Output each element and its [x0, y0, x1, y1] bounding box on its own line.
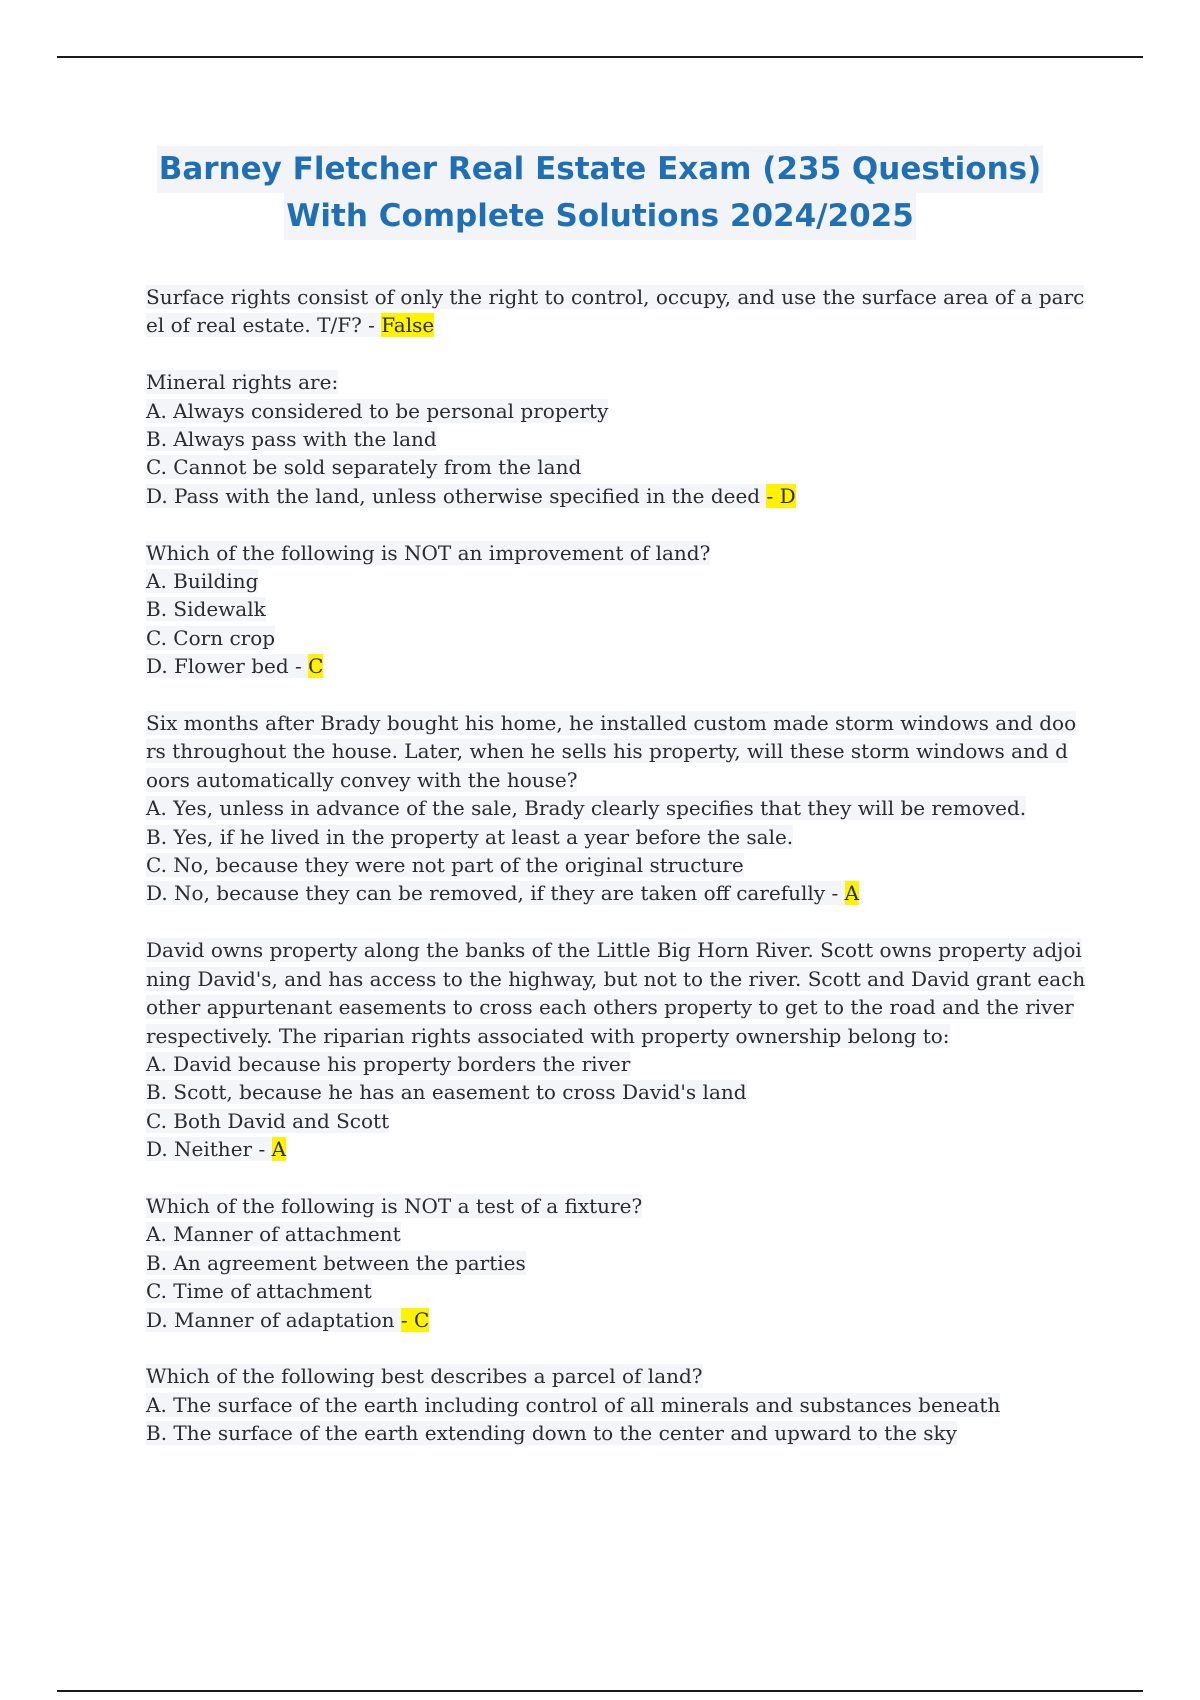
answer-highlight: A [844, 881, 860, 906]
question-line [146, 965, 1086, 993]
title-line-2: With Complete Solutions 2024/2025 [284, 193, 916, 240]
line-text: B. An agreement between the parties [146, 1250, 526, 1275]
line-text: C. No, because they were not part of the original structure [146, 853, 744, 878]
line-text: D. Flower bed - [146, 654, 309, 679]
line-text: el of real estate. T/F? - [146, 313, 382, 338]
line-text: Which of the following best describes a parcel of land? [146, 1364, 703, 1389]
question-line [146, 737, 1086, 765]
question-line [146, 397, 1086, 425]
answer-highlight: - C [400, 1307, 430, 1332]
question-line [146, 1135, 1086, 1163]
line-text: C. Both David and Scott [146, 1108, 390, 1133]
line-text: ning David's, and has access to the highway, but not to the river. Scott and David grant each [146, 966, 1086, 991]
line-text: respectively. The riparian rights associated with property ownership belong to: [146, 1023, 950, 1048]
line-text: David owns property along the banks of the Little Big Horn River. Scott owns property adjoi [146, 938, 1082, 963]
question-block [146, 539, 1086, 681]
line-text: A. Manner of attachment [146, 1222, 401, 1247]
line-text: D. Manner of adaptation [146, 1307, 401, 1332]
question-line [146, 879, 1086, 907]
question-line [146, 1419, 1086, 1447]
line-text: A. The surface of the earth including control of all minerals and substances beneath [146, 1392, 1001, 1417]
line-text: C. Cannot be sold separately from the land [146, 455, 582, 480]
line-text: B. Yes, if he lived in the property at least a year before the sale. [146, 824, 794, 849]
question-line [146, 624, 1086, 652]
question-line [146, 1391, 1086, 1419]
line-text: Which of the following is NOT an improvement of land? [146, 540, 711, 565]
line-text: C. Corn crop [146, 625, 276, 650]
question-list [146, 283, 1086, 1476]
question-line [146, 425, 1086, 453]
line-text: A. Yes, unless in advance of the sale, Brady clearly specifies that they will be removed. [146, 796, 1027, 821]
question-line [146, 453, 1086, 481]
line-text: D. Neither - [146, 1137, 272, 1162]
line-text: A. Building [146, 569, 259, 594]
question-line [146, 1277, 1086, 1305]
question-line [146, 1249, 1086, 1277]
question-block [146, 709, 1086, 908]
question-line [146, 1022, 1086, 1050]
question-line [146, 993, 1086, 1021]
question-text-line [146, 539, 1086, 567]
question-line [146, 567, 1086, 595]
question-line [146, 851, 1086, 879]
line-text: B. Always pass with the land [146, 427, 437, 452]
line-text: rs throughout the house. Later, when he sells his property, will these storm windows and d [146, 739, 1068, 764]
question-line [146, 794, 1086, 822]
question-text-line [146, 1192, 1086, 1220]
question-text-line [146, 283, 1086, 311]
line-text: other appurtenant easements to cross each others property to get to the road and the river [146, 995, 1074, 1020]
line-text: A. Always considered to be personal property [146, 398, 609, 423]
question-line [146, 482, 1086, 510]
title-line-1: Barney Fletcher Real Estate Exam (235 Questions) [157, 146, 1044, 193]
line-text: Six months after Brady bought his home, he installed custom made storm windows and doo [146, 711, 1077, 736]
question-line [146, 1220, 1086, 1248]
footer-rule [57, 1690, 1143, 1692]
question-block [146, 1192, 1086, 1334]
line-text: A. David because his property borders the river [146, 1051, 631, 1076]
line-text: Mineral rights are: [146, 370, 339, 395]
document-title [0, 146, 1200, 240]
answer-highlight: False [381, 313, 435, 338]
question-block [146, 936, 1086, 1163]
line-text: B. Sidewalk [146, 597, 266, 622]
line-text: Which of the following is NOT a test of a fixture? [146, 1193, 643, 1218]
line-text: C. Time of attachment [146, 1279, 372, 1304]
line-text: oors automatically convey with the house? [146, 767, 578, 792]
question-line [146, 595, 1086, 623]
question-line [146, 652, 1086, 680]
question-line [146, 1107, 1086, 1135]
question-line [146, 1306, 1086, 1334]
question-line [146, 311, 1086, 339]
line-text: B. Scott, because he has an easement to cross David's land [146, 1080, 747, 1105]
line-text: B. The surface of the earth extending down to the center and upward to the sky [146, 1421, 957, 1446]
answer-highlight: C [308, 654, 324, 679]
question-line [146, 766, 1086, 794]
question-text-line [146, 1362, 1086, 1390]
answer-highlight: - D [766, 483, 796, 508]
question-line [146, 1078, 1086, 1106]
question-block [146, 368, 1086, 510]
question-text-line [146, 368, 1086, 396]
question-text-line [146, 936, 1086, 964]
header-rule [57, 56, 1143, 58]
question-block [146, 283, 1086, 340]
question-text-line [146, 709, 1086, 737]
question-block [146, 1362, 1086, 1447]
question-line [146, 1050, 1086, 1078]
answer-highlight: A [271, 1137, 287, 1162]
line-text: D. Pass with the land, unless otherwise specified in the deed [146, 483, 767, 508]
line-text: Surface rights consist of only the right to control, occupy, and use the surface area of a parc [146, 285, 1085, 309]
line-text: D. No, because they can be removed, if they are taken off carefully - [146, 881, 845, 906]
question-line [146, 823, 1086, 851]
